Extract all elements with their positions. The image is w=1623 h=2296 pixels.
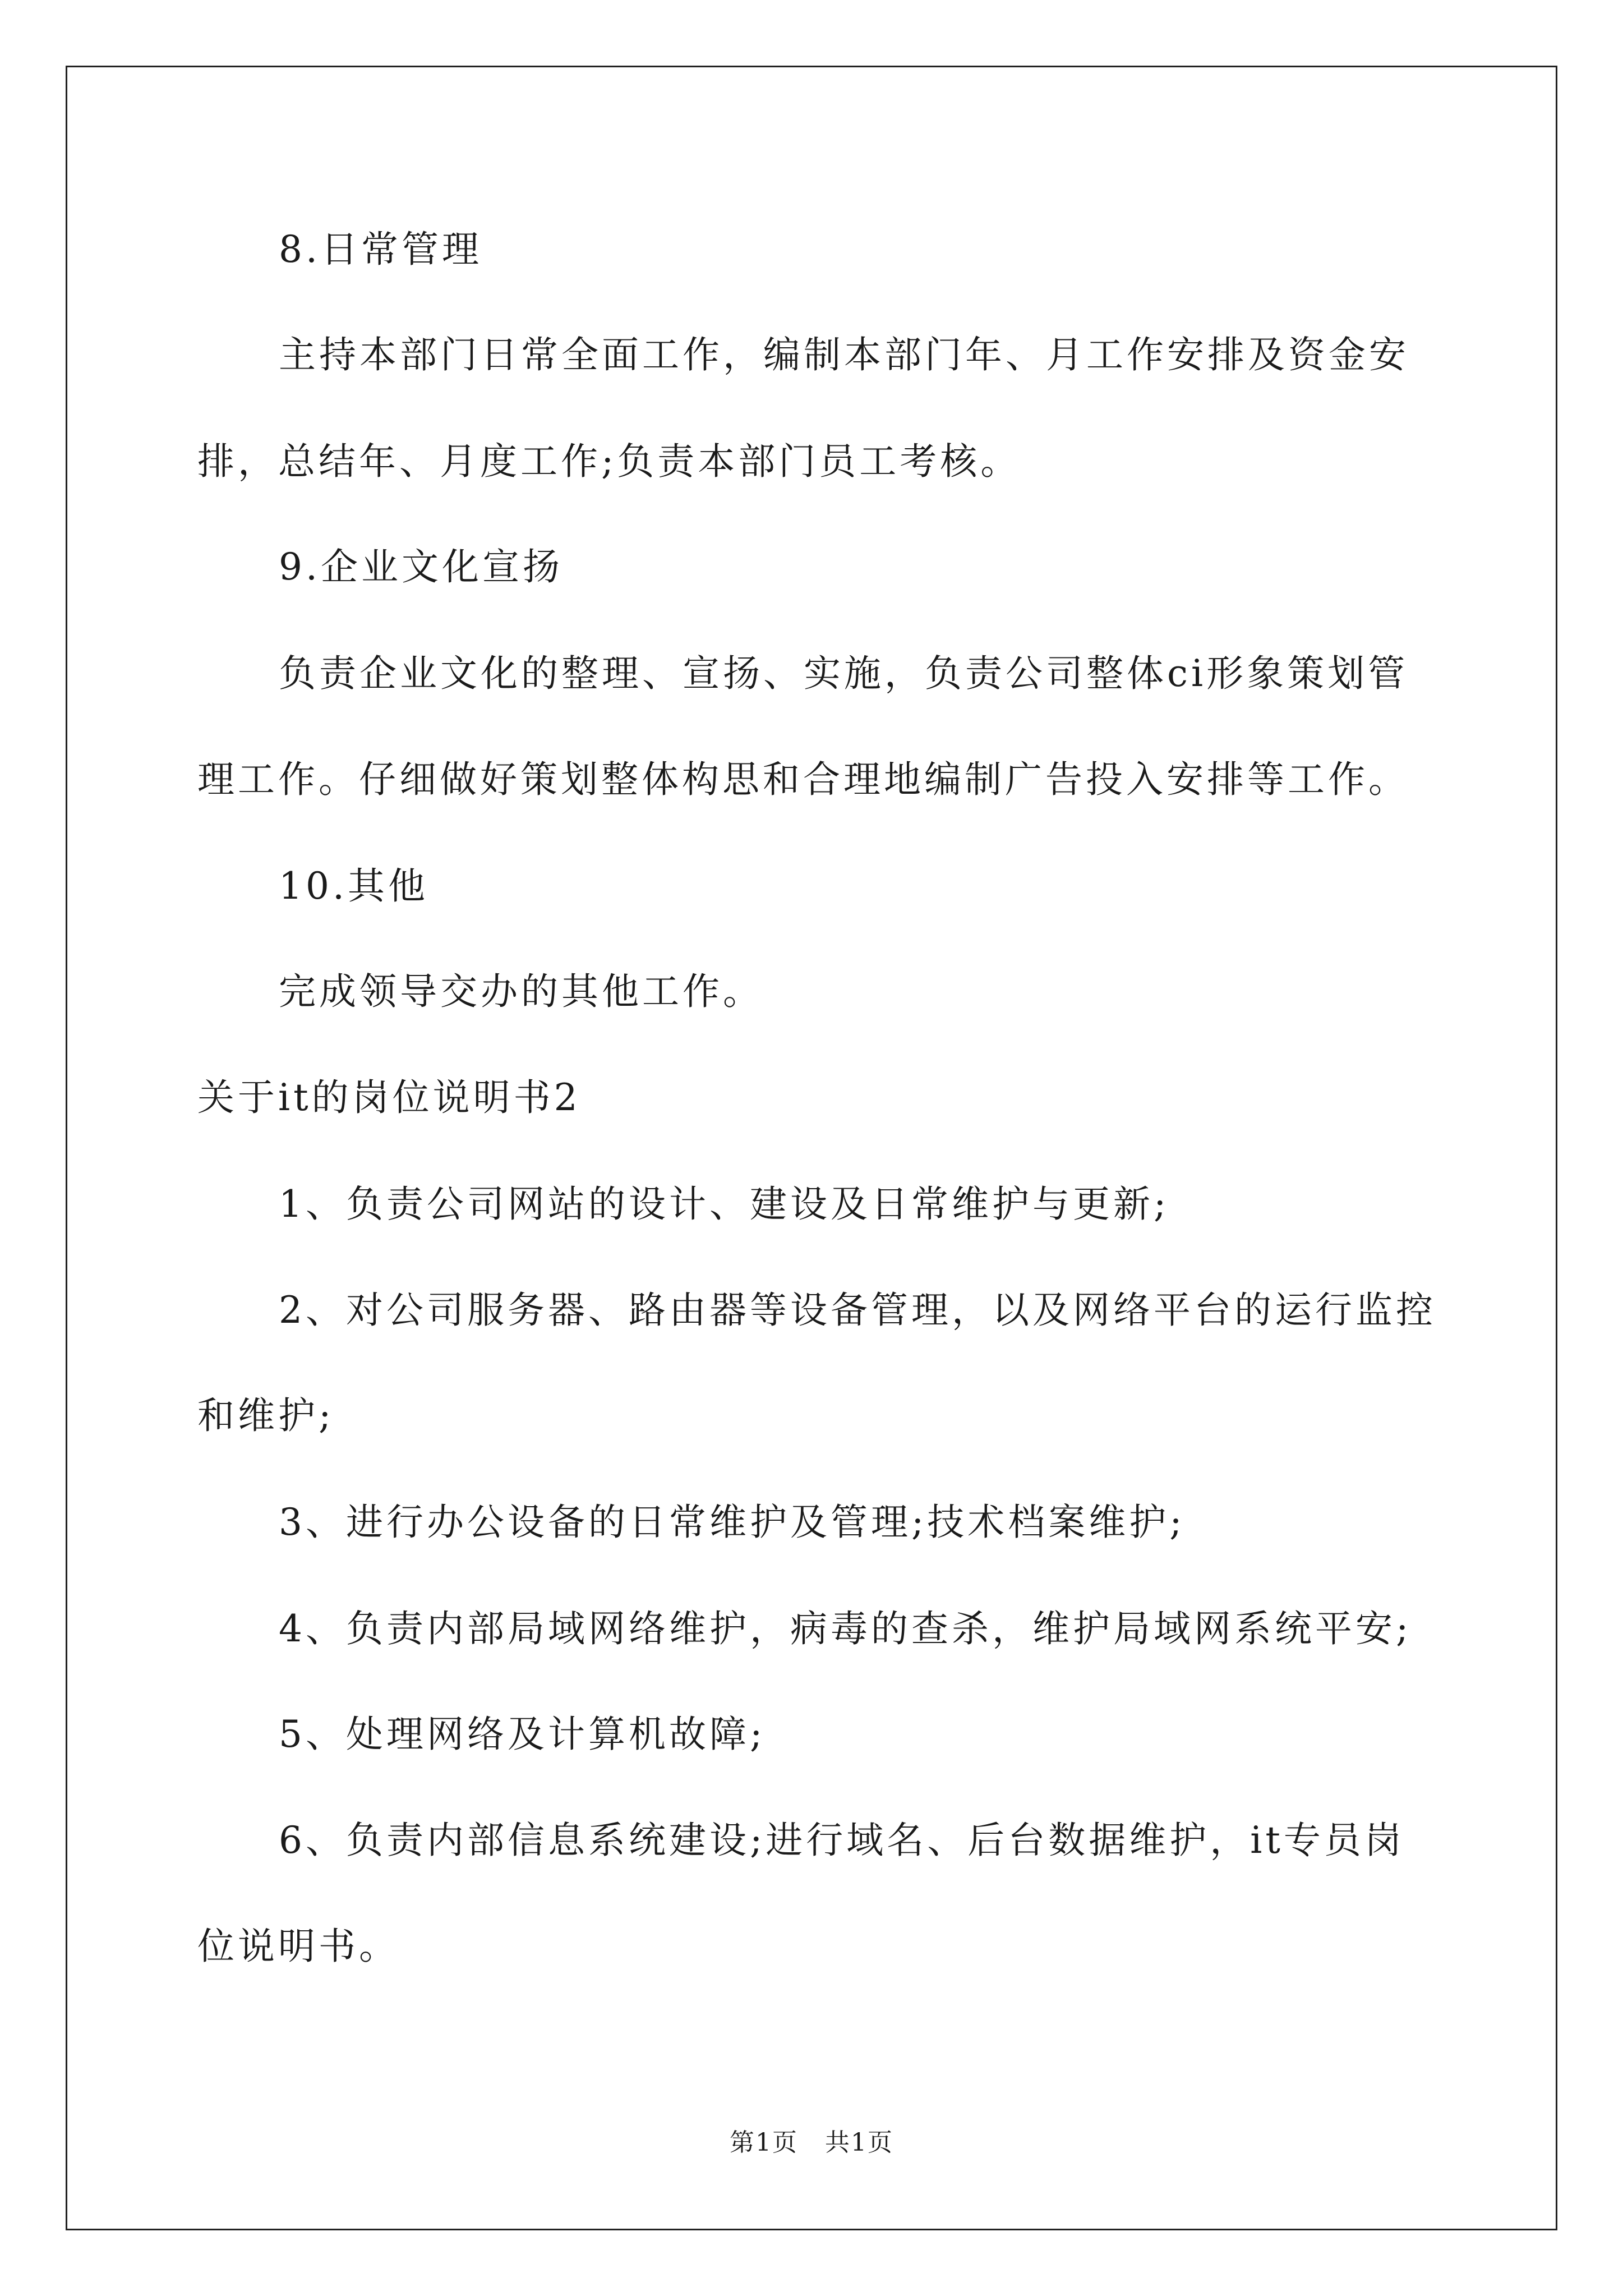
list-item: 3、进行办公设备的日常维护及管理;技术档案维护; [279,1501,1186,1544]
list-item: 1、负责公司网站的设计、建设及日常维护与更新; [279,1182,1170,1226]
list-item: 4、负责内部局域网络维护，病毒的查杀，维护局域网系统平安; [279,1607,1412,1650]
list-item: 2、对公司服务器、路由器等设备管理，以及网络平台的运行监控 [279,1289,1436,1332]
heading-other: 10.其他 [279,864,428,908]
heading-corporate-culture: 9.企业文化宣扬 [279,545,563,588]
list-item: 6、负责内部信息系统建设;进行域名、后台数据维护，it专员岗 [279,1819,1405,1862]
page-border [66,66,1557,2230]
list-item-continuation: 位说明书。 [197,1925,399,1968]
section-title: 关于it的岗位说明书2 [197,1076,581,1119]
paragraph-line: 排，总结年、月度工作;负责本部门员工考核。 [197,440,1021,483]
list-item-continuation: 和维护; [197,1394,335,1437]
page-number: 第1页 [730,2128,798,2157]
paragraph-line: 负责企业文化的整理、宣扬、实施，负责公司整体ci形象策划管 [279,652,1409,695]
page-total: 共1页 [825,2128,893,2157]
paragraph-line: 主持本部门日常全面工作，编制本部门年、月工作安排及资金安 [279,333,1409,376]
heading-daily-management: 8.日常管理 [279,228,482,271]
paragraph-line: 完成领导交办的其他工作。 [279,970,763,1013]
list-item: 5、处理网络及计算机故障; [279,1713,766,1756]
paragraph-line: 理工作。仔细做好策划整体构思和合理地编制广告投入安排等工作。 [197,758,1409,801]
page-footer [0,2128,1623,2158]
